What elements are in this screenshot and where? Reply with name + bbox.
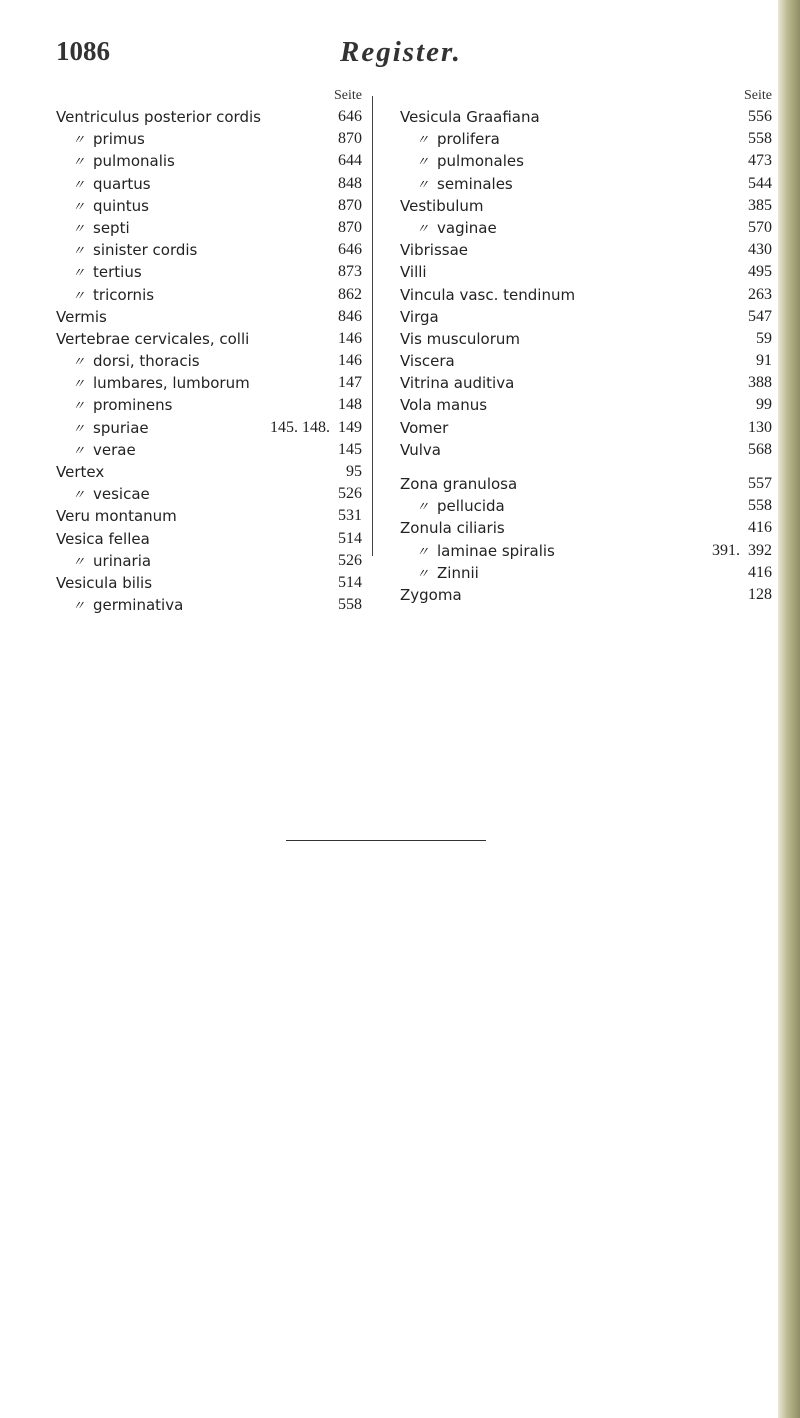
entry-page	[338, 195, 362, 217]
entry-term-text: prominens	[93, 396, 173, 415]
entry-page	[748, 562, 772, 584]
entry-term-text: pulmonalis	[93, 152, 175, 171]
entry-page	[338, 128, 362, 150]
index-entry	[56, 239, 362, 261]
entry-term-text: seminales	[437, 174, 513, 193]
entry-page	[338, 483, 362, 505]
entry-term	[72, 394, 172, 418]
index-column-right	[400, 86, 772, 606]
entry-page	[338, 528, 362, 550]
entry-page	[338, 306, 362, 328]
entry-page	[748, 417, 772, 439]
page-number: 1086	[56, 36, 110, 66]
ditto-mark: 〃	[72, 554, 86, 570]
index-entry	[400, 562, 772, 584]
entry-page-number: 568	[748, 440, 772, 458]
entry-term-text: pulmonales	[437, 152, 524, 171]
entry-page	[756, 394, 772, 416]
entry-term	[56, 106, 261, 128]
entry-term-text: lumbares, lumborum	[93, 374, 250, 393]
entry-term	[400, 284, 575, 306]
entry-term	[72, 439, 136, 463]
entry-page-number: 495	[748, 263, 772, 281]
entry-page-number: 558	[748, 130, 772, 148]
entry-list-right-z	[400, 473, 772, 606]
entry-term	[72, 372, 250, 396]
ditto-mark: 〃	[72, 599, 86, 615]
entry-page-number: 99	[756, 396, 772, 414]
entry-page-number: 146	[338, 352, 362, 370]
entry-term-text: Vesicula Graafiana	[400, 108, 540, 126]
entry-term	[416, 540, 555, 564]
entry-term-text: sinister cordis	[93, 241, 198, 260]
ditto-mark: 〃	[72, 155, 86, 171]
ditto-mark: 〃	[72, 421, 86, 437]
entry-page	[338, 394, 362, 416]
ditto-mark: 〃	[72, 199, 86, 215]
entry-term-text: Vesicula bilis	[56, 573, 153, 592]
entry-page-number: 130	[748, 418, 772, 436]
entry-page	[756, 328, 772, 350]
index-entry	[400, 473, 772, 495]
ditto-mark: 〃	[416, 544, 430, 560]
index-column-left	[56, 86, 362, 616]
index-entry	[56, 350, 362, 372]
entry-page	[748, 306, 772, 328]
entry-page-number: 644	[338, 152, 362, 170]
index-entry	[400, 495, 772, 517]
entry-term-text: dorsi, thoracis	[93, 352, 200, 371]
entry-term-text: Vertex	[56, 463, 105, 481]
entry-term-text: Vesica fellea	[56, 529, 150, 548]
ditto-mark: 〃	[72, 288, 86, 304]
index-entry	[56, 217, 362, 239]
entry-term-text: septi	[93, 218, 130, 237]
entry-term-text: vesicae	[93, 485, 150, 504]
entry-term	[416, 562, 479, 586]
entry-term-text: Zonula ciliaris	[400, 519, 505, 538]
index-entry	[56, 173, 362, 195]
index-entry	[400, 128, 772, 150]
entry-page-number: 263	[748, 285, 772, 303]
entry-term-text: Vibrissae	[400, 241, 469, 260]
index-entry	[56, 594, 362, 616]
entry-page-number: 148	[338, 396, 362, 414]
entry-page	[748, 195, 772, 217]
entry-page	[338, 439, 362, 461]
entry-term	[400, 239, 468, 261]
index-entry	[400, 217, 772, 239]
entry-list-right-v	[400, 106, 772, 461]
index-entry	[56, 106, 362, 128]
entry-page-number: 514	[338, 573, 362, 591]
entry-page	[748, 517, 772, 539]
entry-page	[338, 239, 362, 261]
entry-term	[72, 128, 145, 152]
index-entry	[56, 572, 362, 594]
index-entry	[56, 483, 362, 505]
index-entry	[56, 439, 362, 461]
entry-term-text: urinaria	[93, 551, 152, 570]
entry-term	[400, 584, 462, 606]
entry-term-text: Villi	[400, 263, 427, 282]
entry-page	[748, 106, 772, 128]
entry-page-number: 646	[338, 241, 362, 259]
entry-page-number: 544	[748, 174, 772, 192]
ditto-mark: 〃	[72, 399, 86, 415]
entry-term-text: Ventriculus posterior cordis	[56, 108, 261, 126]
entry-page-number: 870	[338, 218, 362, 236]
entry-term	[72, 550, 151, 574]
entry-page-number: 416	[748, 563, 772, 581]
entry-page-number: 557	[748, 475, 772, 492]
entry-term	[400, 106, 540, 128]
entry-page	[338, 217, 362, 239]
entry-page-number: 848	[338, 174, 362, 192]
entry-term	[416, 150, 524, 174]
entry-page	[712, 540, 772, 562]
entry-term	[72, 417, 149, 441]
entry-list-left	[56, 106, 362, 616]
entry-term-text: Veru montanum	[56, 507, 177, 526]
entry-page	[338, 284, 362, 306]
entry-page-number: 531	[338, 507, 362, 525]
entry-page	[338, 594, 362, 616]
entry-term	[400, 306, 439, 328]
entry-page-number: 145	[338, 440, 362, 458]
ditto-mark: 〃	[72, 177, 86, 193]
entry-page-number: 385	[748, 196, 772, 214]
entry-term-text: Vincula vasc. tendinum	[400, 285, 576, 304]
index-entry	[56, 505, 362, 527]
entry-term-text: Zygoma	[400, 585, 462, 604]
entry-term-text: tricornis	[93, 285, 155, 304]
entry-term	[56, 328, 249, 350]
entry-page-number: 862	[338, 285, 362, 303]
entry-page	[748, 217, 772, 239]
entry-term-text: vaginae	[437, 218, 497, 237]
entry-page-number: 526	[338, 551, 362, 569]
index-entry	[56, 261, 362, 283]
index-entry	[56, 461, 362, 483]
ditto-mark: 〃	[416, 133, 430, 149]
entry-page	[748, 173, 772, 195]
entry-term	[400, 439, 441, 461]
entry-page	[748, 584, 772, 606]
entry-term-text: Vertebrae cervicales, colli	[56, 329, 250, 348]
entry-page-number: 547	[748, 307, 772, 325]
entry-term	[400, 195, 484, 217]
index-entry	[400, 350, 772, 372]
entry-term-text: Virga	[400, 307, 439, 326]
index-entry	[400, 417, 772, 439]
entry-page	[748, 439, 772, 461]
end-rule	[286, 840, 486, 841]
entry-term-text: Viscera	[400, 352, 455, 371]
ditto-mark: 〃	[72, 244, 86, 260]
index-entry	[56, 195, 362, 217]
ditto-mark: 〃	[72, 266, 86, 282]
entry-page-number: 388	[748, 374, 772, 392]
entry-term	[416, 495, 505, 519]
ditto-mark: 〃	[72, 488, 86, 504]
entry-page	[748, 239, 772, 261]
entry-term-text: Vis musculorum	[400, 329, 520, 348]
entry-page	[338, 106, 362, 128]
entry-term	[56, 306, 107, 328]
entry-term	[400, 328, 520, 350]
entry-term-text: Vermis	[56, 307, 107, 326]
entry-term	[72, 239, 197, 263]
entry-term-text: Vulva	[400, 440, 441, 459]
entry-term-text: quintus	[93, 196, 149, 215]
index-entry	[400, 372, 772, 394]
ditto-mark: 〃	[72, 133, 86, 149]
entry-term	[72, 284, 154, 308]
entry-term	[400, 350, 455, 372]
entry-page	[748, 150, 772, 172]
entry-term	[56, 528, 150, 550]
section-gap	[400, 461, 772, 473]
entry-page	[338, 372, 362, 394]
entry-term-text: Vomer	[400, 418, 449, 437]
running-title: Register.	[340, 36, 462, 68]
entry-term	[416, 173, 513, 197]
entry-term	[72, 150, 175, 174]
entry-term-text: Vitrina auditiva	[400, 374, 515, 393]
ditto-mark: 〃	[72, 443, 86, 459]
entry-term-text: verae	[93, 440, 136, 459]
entry-term	[400, 517, 505, 539]
entry-term	[400, 372, 514, 394]
entry-page-number: 873	[338, 263, 362, 281]
index-entry	[56, 417, 362, 439]
ditto-mark: 〃	[416, 566, 430, 582]
entry-page-number: 147	[338, 374, 362, 392]
entry-term-text: prolifera	[437, 130, 500, 149]
entry-term	[72, 350, 200, 374]
index-entry	[400, 328, 772, 350]
entry-term	[400, 261, 427, 283]
ditto-mark: 〃	[416, 500, 430, 516]
ditto-mark: 〃	[72, 377, 86, 393]
entry-term	[72, 217, 130, 241]
entry-term-text: tertius	[93, 263, 142, 282]
entry-page-number: 149	[338, 418, 362, 436]
index-entry	[400, 106, 772, 128]
ditto-mark: 〃	[72, 221, 86, 237]
entry-term-text: Vola manus	[400, 396, 488, 415]
entry-term	[416, 128, 500, 152]
entry-term	[400, 417, 448, 439]
entry-term	[72, 173, 151, 197]
entry-term-text: spuriae	[93, 418, 149, 437]
entry-page	[748, 261, 772, 283]
seite-label-left: Seite	[334, 88, 362, 103]
page-edge-shadow	[778, 0, 800, 1418]
entry-page-number: 430	[748, 241, 772, 259]
entry-page-number: 870	[338, 130, 362, 148]
entry-page	[338, 350, 362, 372]
index-entry	[56, 284, 362, 306]
index-entry	[400, 439, 772, 461]
entry-page-number: 556	[748, 108, 772, 125]
index-entry	[400, 239, 772, 261]
column-divider	[372, 96, 373, 556]
entry-page	[338, 505, 362, 527]
entry-term	[72, 483, 150, 507]
index-entry	[400, 584, 772, 606]
entry-page	[748, 473, 772, 495]
entry-page	[748, 495, 772, 517]
index-entry	[400, 517, 772, 539]
entry-extra-pages: 391.	[712, 541, 740, 559]
entry-page-number: 846	[338, 307, 362, 325]
entry-term-text: pellucida	[437, 497, 505, 516]
entry-page-number: 146	[338, 329, 362, 347]
entry-term-text: Zinnii	[437, 563, 479, 582]
entry-term	[72, 594, 183, 618]
entry-page-number: 570	[748, 218, 772, 236]
ditto-mark: 〃	[72, 355, 86, 371]
entry-page	[338, 550, 362, 572]
entry-page	[756, 350, 772, 372]
index-entry	[400, 150, 772, 172]
index-entry	[56, 328, 362, 350]
entry-page-number: 514	[338, 529, 362, 547]
index-entry	[56, 528, 362, 550]
entry-term	[72, 261, 142, 285]
entry-term	[400, 473, 517, 495]
index-entry	[400, 261, 772, 283]
entry-page-number: 416	[748, 519, 772, 537]
index-entry	[400, 394, 772, 416]
entry-term	[56, 572, 152, 594]
entry-page-number: 870	[338, 196, 362, 214]
index-entry	[400, 540, 772, 562]
entry-term	[72, 195, 149, 219]
index-entry	[56, 150, 362, 172]
ditto-mark: 〃	[416, 155, 430, 171]
ditto-mark: 〃	[416, 177, 430, 193]
entry-page-number: 95	[346, 463, 362, 480]
entry-page	[748, 372, 772, 394]
entry-page	[338, 173, 362, 195]
entry-term-text: Vestibulum	[400, 196, 484, 215]
index-entry	[56, 394, 362, 416]
index-entry	[400, 306, 772, 328]
entry-term	[56, 505, 177, 527]
entry-page-number: 392	[748, 541, 772, 559]
entry-term-text: Zona granulosa	[400, 475, 518, 493]
entry-page	[338, 261, 362, 283]
entry-term	[416, 217, 497, 241]
entry-page-number: 526	[338, 485, 362, 503]
entry-page	[748, 128, 772, 150]
index-entry	[56, 372, 362, 394]
index-entry	[400, 284, 772, 306]
index-entry	[56, 128, 362, 150]
index-entry	[400, 173, 772, 195]
entry-page	[346, 461, 362, 483]
index-entry	[400, 195, 772, 217]
entry-page	[338, 150, 362, 172]
seite-label-right: Seite	[744, 88, 772, 103]
entry-term-text: germinativa	[93, 596, 184, 615]
entry-term	[56, 461, 104, 483]
entry-page	[338, 572, 362, 594]
entry-page-number: 473	[748, 152, 772, 170]
entry-page-number: 558	[338, 596, 362, 614]
entry-page-number: 558	[748, 497, 772, 515]
entry-term-text: primus	[93, 130, 145, 149]
entry-page-number: 128	[748, 585, 772, 603]
entry-page	[338, 328, 362, 350]
page-header	[56, 36, 776, 76]
ditto-mark: 〃	[416, 221, 430, 237]
entry-term-text: quartus	[93, 174, 151, 193]
entry-term-text: laminae spiralis	[437, 541, 555, 560]
entry-page	[748, 284, 772, 306]
entry-page-number: 91	[756, 352, 772, 370]
entry-extra-pages: 145. 148.	[270, 418, 330, 436]
entry-page-number: 59	[756, 329, 772, 347]
entry-page-number: 646	[338, 108, 362, 125]
entry-term	[400, 394, 487, 416]
index-entry	[56, 306, 362, 328]
entry-page	[270, 417, 362, 439]
index-entry	[56, 550, 362, 572]
